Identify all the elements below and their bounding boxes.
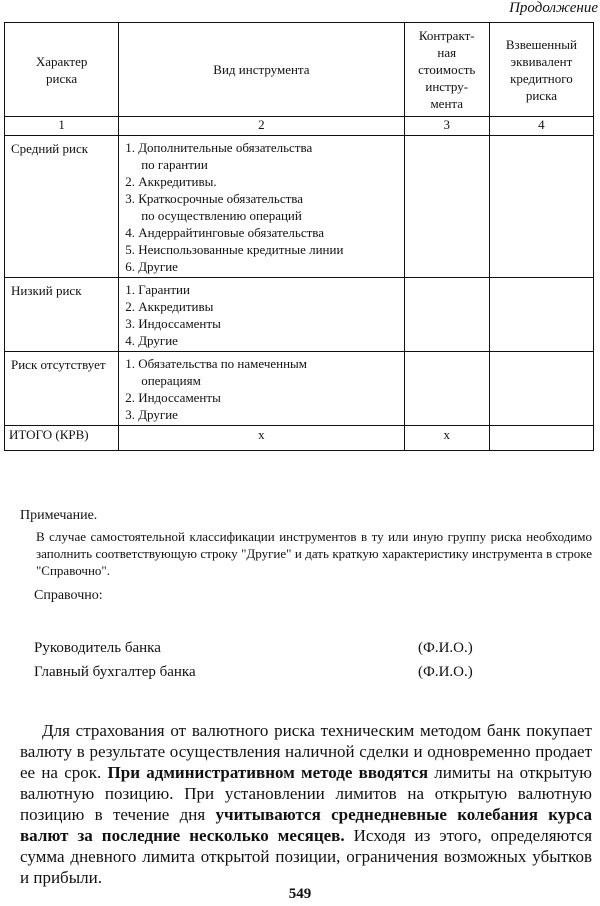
total-label: ИТОГО (КРВ)	[5, 426, 119, 451]
instrument-item-text: 3. Краткосрочные обязательства	[125, 191, 304, 206]
contract-value-cell	[404, 278, 489, 352]
paragraph-text: Для страхования от валютного риска техническим методом банк покупает валюту в результате осуществления наличной сделки и одновременно продает ее на срок.	[20, 721, 592, 782]
weighted-equivalent-cell	[489, 278, 593, 352]
body-paragraph	[20, 720, 592, 888]
instrument-item	[125, 355, 403, 389]
instrument-item	[125, 173, 403, 190]
column-number: 3	[404, 117, 489, 136]
signature-name: (Ф.И.О.)	[418, 640, 473, 656]
contract-value-cell	[404, 352, 489, 426]
instrument-item-text: 4. Андеррайтинговые обязательства	[125, 225, 325, 240]
instrument-item	[125, 190, 403, 224]
instrument-item-text: 6. Другие	[125, 259, 178, 274]
credit-risk-table	[4, 22, 594, 451]
instrument-item-text: 4. Другие	[125, 333, 178, 348]
instrument-item-text: 3. Другие	[125, 407, 178, 422]
instrument-list	[119, 352, 404, 426]
header-weighted-equivalent: Взвешенный эквивалент кредитного риска	[489, 23, 593, 117]
group-label: Средний риск	[5, 136, 119, 278]
instrument-item-text: 1. Гарантии	[125, 282, 190, 297]
signature-role: Главный бухгалтер банка	[34, 664, 196, 680]
group-label: Низкий риск	[5, 278, 119, 352]
signature-name: (Ф.И.О.)	[418, 664, 473, 680]
total-row	[5, 426, 594, 451]
instrument-item-text: 1. Дополнительные обязательства	[125, 140, 313, 155]
group-row	[5, 352, 594, 426]
instrument-item	[125, 406, 403, 423]
emphasis-text: учитываются среднедневные колебания курса валют за последние несколько месяцев.	[20, 805, 592, 845]
note-title: Примечание.	[20, 508, 98, 523]
signature-role: Руководитель банка	[34, 640, 161, 656]
column-number-row	[5, 117, 594, 136]
group-row	[5, 136, 594, 278]
note-text: В случае самостоятельной классификации инструментов в ту или иную группу риска необходимо заполнить соответствующую строку "Другие" и дать краткую характеристику инструмента в строке "Справочно".	[36, 529, 592, 578]
total-instrument-mark: x	[119, 426, 404, 451]
instrument-item	[125, 241, 403, 258]
reference-label: Справочно:	[34, 588, 103, 603]
paragraph-text: Исходя из этого, определяются сумма дневного лимита открытой позиции, ограничения возможных убытков и прибыли.	[20, 826, 593, 887]
instrument-item-text: 2. Индоссаменты	[125, 390, 221, 405]
total-weighted-cell	[489, 426, 593, 451]
group-row	[5, 278, 594, 352]
column-number: 1	[5, 117, 119, 136]
weighted-equivalent-cell	[489, 352, 593, 426]
instrument-item	[125, 224, 403, 241]
header-contract-value: Контракт- ная стоимость инстру- мента	[404, 23, 489, 117]
contract-value-cell	[404, 136, 489, 278]
column-number: 2	[119, 117, 404, 136]
instrument-item-text: 2. Аккредитивы.	[125, 174, 217, 189]
instrument-item-text: 1. Обязательства по намеченным	[125, 356, 308, 371]
instrument-item	[125, 298, 403, 315]
instrument-item-text: 2. Аккредитивы	[125, 299, 214, 314]
continued-label: Продолжение	[509, 0, 598, 16]
instrument-item	[125, 389, 403, 406]
page-number: 549	[288, 886, 312, 902]
instrument-item-text: по гарантии	[141, 157, 208, 172]
instrument-item	[125, 139, 403, 173]
instrument-list	[119, 278, 404, 352]
instrument-item-text: операциям	[141, 373, 201, 388]
weighted-equivalent-cell	[489, 136, 593, 278]
instrument-item-text: 3. Индоссаменты	[125, 316, 221, 331]
instrument-item-text: 5. Неиспользованные кредитные линии	[125, 242, 344, 257]
paragraph-text: лимиты на открытую валютную позицию. При установлении лимитов на открытую валютную позицию в течение дня	[20, 763, 592, 824]
table-header-row	[5, 23, 594, 117]
instrument-item	[125, 315, 403, 332]
column-number: 4	[489, 117, 593, 136]
group-label: Риск отсутствует	[5, 352, 119, 426]
header-instrument-type: Вид инструмента	[119, 23, 404, 117]
instrument-item	[125, 258, 403, 275]
emphasis-text: При административном методе вводятся	[107, 763, 429, 782]
instrument-item-text: по осуществлению операций	[141, 208, 302, 223]
total-contract-mark: x	[404, 426, 489, 451]
instrument-item	[125, 332, 403, 349]
instrument-list	[119, 136, 404, 278]
instrument-item	[125, 281, 403, 298]
header-risk-type: Характер риска	[5, 23, 119, 117]
